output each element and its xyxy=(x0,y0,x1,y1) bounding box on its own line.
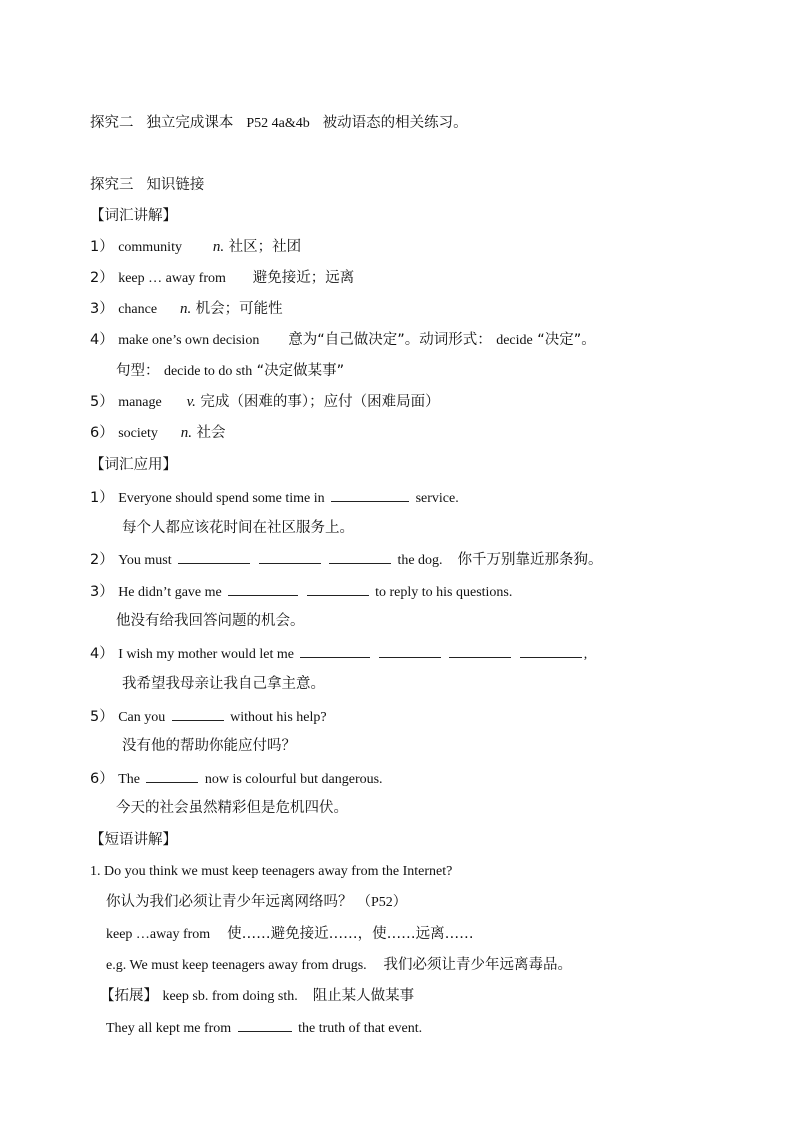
section-2-text-b: P52 4a&4b xyxy=(246,116,310,131)
vocab-item-meaning: 社会 xyxy=(196,425,226,441)
question-translation: 今天的社会虽然精彩但是危机四伏。 xyxy=(116,800,348,816)
question-num: 2） xyxy=(90,552,114,568)
vocab-item-word: keep … away from xyxy=(118,271,226,286)
phrase-usage-cn: 使……避免接近……，使……远离…… xyxy=(227,926,474,942)
exercise-text: the truth of that event. xyxy=(298,1021,423,1036)
vocab-item-meaning: 社区；社团 xyxy=(228,239,302,255)
vocab-item-num: 1） xyxy=(90,239,114,255)
question-text: He didn’t gave me xyxy=(118,585,222,600)
vocab-item-num: 4） xyxy=(90,332,114,348)
vocab-item-word: community xyxy=(118,240,182,255)
vocab-item-word: society xyxy=(118,426,158,441)
answer-blank[interactable] xyxy=(178,549,250,564)
answer-blank[interactable] xyxy=(331,487,409,502)
question-text: , xyxy=(583,647,588,662)
phrase-extension xyxy=(100,986,414,1007)
section-2-label: 探究二 xyxy=(90,115,134,131)
question-4-cn xyxy=(122,674,325,694)
section-2-line xyxy=(90,113,468,134)
vocab-pattern xyxy=(116,361,344,382)
question-num: 3） xyxy=(90,584,114,600)
phrase-page-ref: （P52） xyxy=(356,895,407,910)
answer-blank[interactable] xyxy=(307,581,369,596)
vocab-item-pos: n. xyxy=(180,425,192,441)
vocab-item-pos: n. xyxy=(212,239,225,255)
phrase-1-cn xyxy=(106,892,407,913)
vocab-item-word: make one’s own decision xyxy=(118,333,260,348)
question-text: Everyone should spend some time in xyxy=(118,491,325,506)
vocab-item-num: 3） xyxy=(90,301,114,317)
extension-label: 【拓展】 xyxy=(100,988,158,1004)
phrase-translation: 你认为我们必须让青少年远离网络吗？ xyxy=(106,894,353,910)
question-text: to reply to his questions. xyxy=(375,585,513,600)
vocab-item-pos: n. xyxy=(179,301,192,317)
question-5 xyxy=(90,706,327,728)
phrase-explain-heading xyxy=(90,830,177,850)
question-translation: 他没有给我回答问题的机会。 xyxy=(116,613,305,629)
question-1-cn xyxy=(122,518,354,538)
question-translation: 你千万别靠近那条狗。 xyxy=(457,552,603,568)
answer-blank[interactable] xyxy=(300,643,370,658)
question-6-cn xyxy=(116,798,348,818)
phrase-explain-heading-text: 【短语讲解】 xyxy=(90,832,177,848)
phrase-exercise xyxy=(106,1017,422,1039)
vocab-item-6 xyxy=(90,423,225,444)
question-translation: 每个人都应该花时间在社区服务上。 xyxy=(122,520,354,536)
section-2-text-a: 独立完成课本 xyxy=(146,115,234,131)
vocab-item-meaning: 完成（困难的事）；应付（困难局面） xyxy=(200,394,440,410)
question-4 xyxy=(90,643,587,665)
vocab-item-meaning: 机会；可能性 xyxy=(195,301,283,317)
vocab-item-3 xyxy=(90,299,283,320)
section-3-title: 知识链接 xyxy=(146,177,205,193)
phrase-example-cn: 我们必须让青少年远离毒品。 xyxy=(383,957,573,973)
answer-blank[interactable] xyxy=(379,643,441,658)
vocab-item-meaning: 避免接近；远离 xyxy=(252,270,355,286)
question-3 xyxy=(90,581,512,603)
question-2 xyxy=(90,549,602,571)
vocab-item-meaning-cn: “决定”。 xyxy=(537,332,596,348)
vocab-item-4 xyxy=(90,330,596,351)
question-3-cn xyxy=(116,611,305,631)
pattern-en: decide to do sth xyxy=(163,364,253,379)
question-num: 6） xyxy=(90,771,114,787)
answer-blank[interactable] xyxy=(228,581,298,596)
vocab-item-meaning: 意为“自己做决定”。动词形式： xyxy=(288,332,492,348)
phrase-example-en: e.g. We must keep teenagers away from drugs. xyxy=(106,958,367,973)
pattern-label: 句型： xyxy=(116,363,160,379)
question-1 xyxy=(90,487,459,509)
exercise-text: They all kept me from xyxy=(106,1021,232,1036)
answer-blank[interactable] xyxy=(449,643,511,658)
question-text: You must xyxy=(118,553,172,568)
vocab-item-word: manage xyxy=(118,395,162,410)
vocab-item-num: 2） xyxy=(90,270,114,286)
answer-blank[interactable] xyxy=(172,706,224,721)
question-translation: 我希望我母亲让我自己拿主意。 xyxy=(122,676,325,692)
phrase-1-en xyxy=(90,861,452,882)
vocab-apply-heading xyxy=(90,455,177,475)
answer-blank[interactable] xyxy=(146,768,198,783)
question-5-cn xyxy=(122,736,296,756)
question-num: 4） xyxy=(90,646,114,662)
vocab-item-num: 6） xyxy=(90,425,114,441)
phrase-sentence: 1. Do you think we must keep teenagers away from the Internet? xyxy=(90,864,453,879)
answer-blank[interactable] xyxy=(520,643,582,658)
vocab-explain-heading xyxy=(90,206,177,226)
answer-blank[interactable] xyxy=(259,549,321,564)
phrase-example xyxy=(106,955,572,976)
phrase-usage xyxy=(106,924,474,945)
question-num: 5） xyxy=(90,709,114,725)
pattern-cn: “决定做某事” xyxy=(256,363,345,379)
question-text: The xyxy=(118,772,140,787)
question-text: service. xyxy=(415,491,459,506)
question-num: 1） xyxy=(90,490,114,506)
vocab-apply-heading-text: 【词汇应用】 xyxy=(90,457,177,473)
vocab-item-5 xyxy=(90,392,440,413)
question-6 xyxy=(90,768,383,790)
extension-cn: 阻止某人做某事 xyxy=(312,988,415,1004)
vocab-item-pos: v. xyxy=(186,394,196,410)
question-text: I wish my mother would let me xyxy=(118,647,294,662)
section-3-line xyxy=(90,175,204,195)
vocab-item-1 xyxy=(90,237,301,258)
vocab-item-word: chance xyxy=(118,302,158,317)
section-2-text-c: 被动语态的相关练习。 xyxy=(322,115,468,131)
question-text: now is colourful but dangerous. xyxy=(204,772,383,787)
vocab-item-meaning-en: decide xyxy=(496,333,533,348)
question-text: the dog. xyxy=(397,553,443,568)
question-translation: 没有他的帮助你能应付吗？ xyxy=(122,738,296,754)
question-text: Can you xyxy=(118,710,166,725)
phrase-usage-en: keep …away from xyxy=(106,927,211,942)
vocab-item-num: 5） xyxy=(90,394,114,410)
section-3-label: 探究三 xyxy=(90,177,134,193)
question-text: without his help? xyxy=(230,710,327,725)
answer-blank[interactable] xyxy=(238,1017,292,1032)
vocab-explain-heading-text: 【词汇讲解】 xyxy=(90,208,177,224)
answer-blank[interactable] xyxy=(329,549,391,564)
extension-en: keep sb. from doing sth. xyxy=(162,989,298,1004)
vocab-item-2 xyxy=(90,268,354,289)
